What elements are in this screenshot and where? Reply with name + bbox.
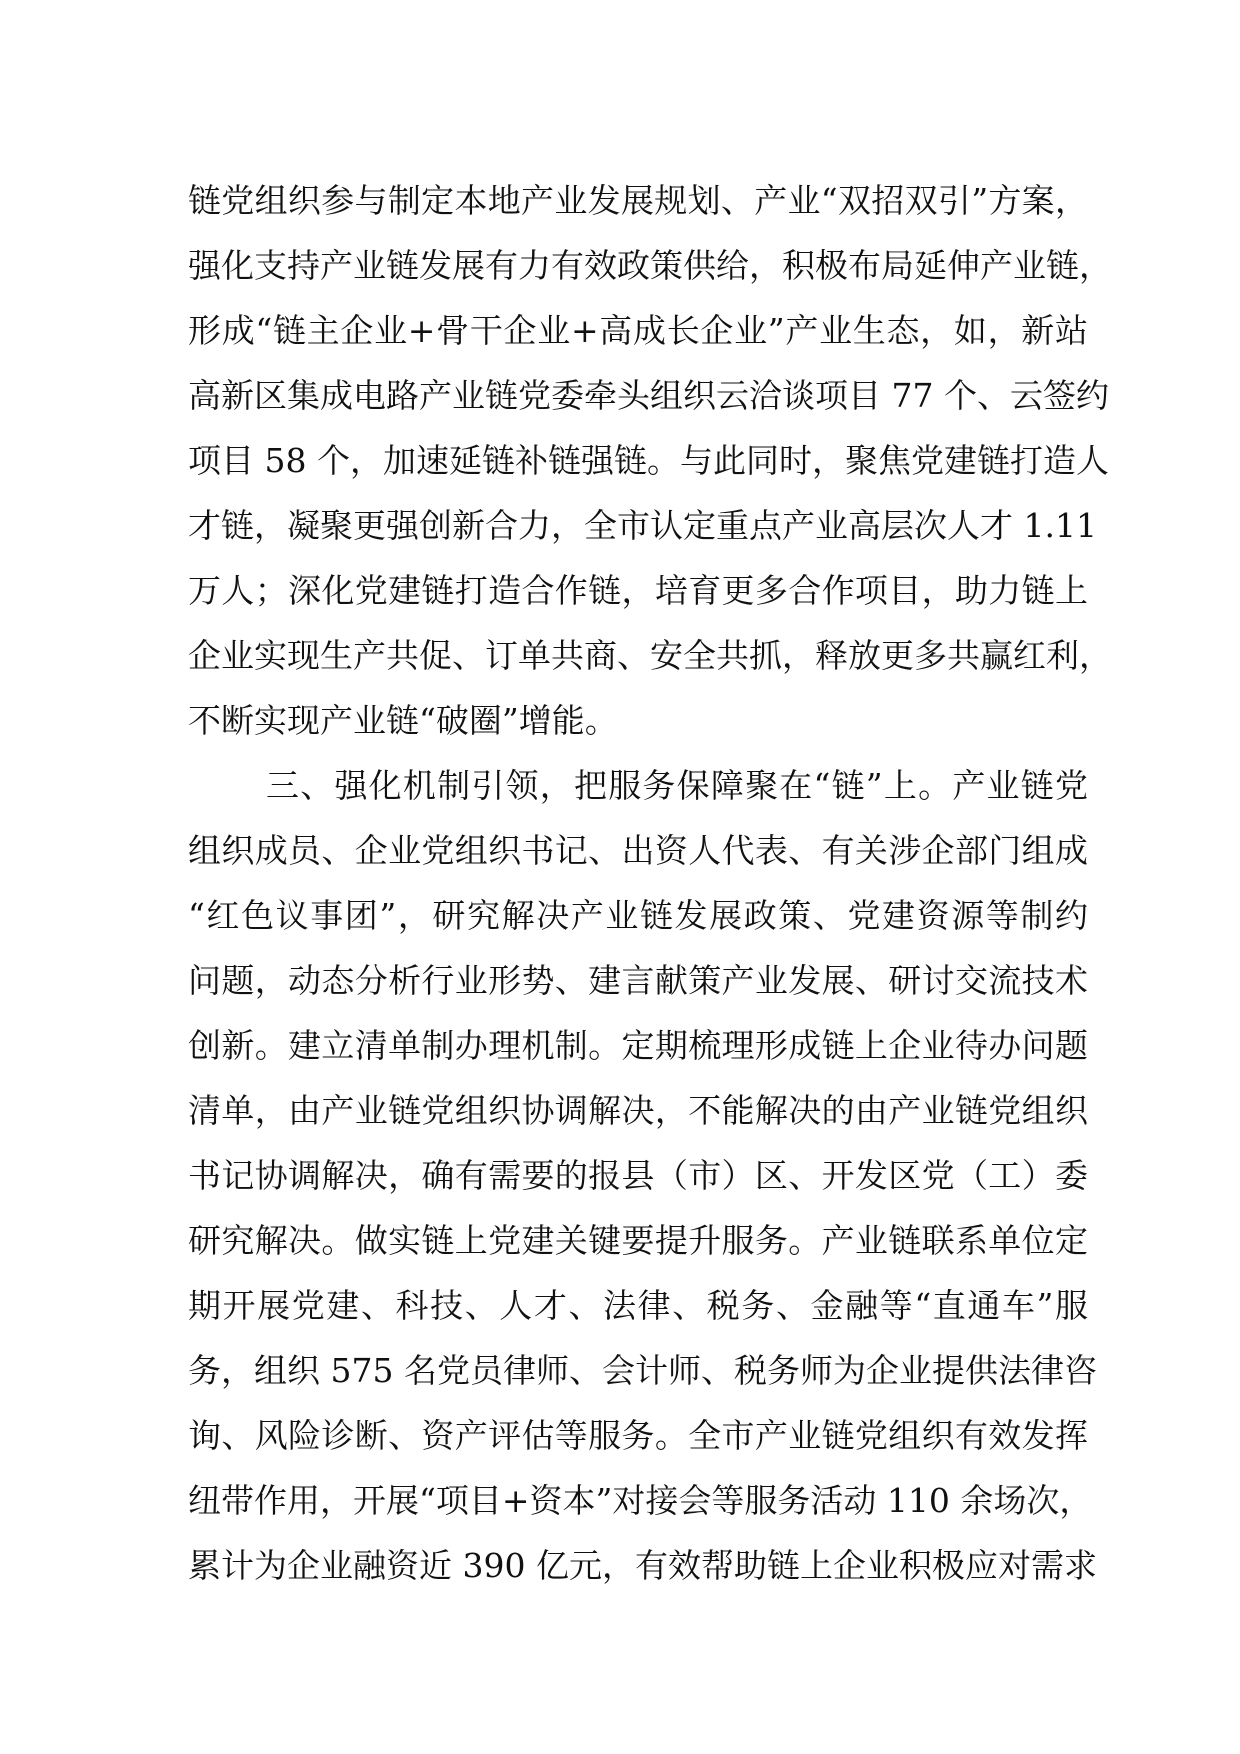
document-body <box>188 168 1112 1598</box>
text-line: 才链，凝聚更强创新合力，全市认定重点产业高层次人才 1.11 <box>188 506 1097 545</box>
paragraph-2 <box>188 753 1097 1598</box>
text-line: 链党组织参与制定本地产业发展规划、产业“双招双引”方案， <box>188 181 1088 220</box>
text-line: 期开展党建、科技、人才、法律、税务、金融等“直通车”服 <box>188 1286 1088 1325</box>
text-line: 高新区集成电路产业链党委牵头组织云洽谈项目 77 个、云签约 <box>188 376 1109 415</box>
text-line: 书记协调解决，确有需要的报县（市）区、开发区党（工）委 <box>188 1156 1088 1195</box>
text-line: 不断实现产业链“破圈”增能。 <box>188 701 618 740</box>
text-line: 研究解决。做实链上党建关键要提升服务。产业链联系单位定 <box>188 1221 1088 1260</box>
text-line: 问题，动态分析行业形势、建言献策产业发展、研讨交流技术 <box>188 961 1088 1000</box>
text-line: 强化支持产业链发展有力有效政策供给，积极布局延伸产业链， <box>188 246 1112 285</box>
text-line: 询、风险诊断、资产评估等服务。全市产业链党组织有效发挥 <box>188 1416 1088 1455</box>
text-line: 创新。建立清单制办理机制。定期梳理形成链上企业待办问题 <box>188 1026 1088 1065</box>
text-line: 形成“链主企业+骨干企业+高成长企业”产业生态，如，新站 <box>188 311 1088 350</box>
text-line: 组织成员、企业党组织书记、出资人代表、有关涉企部门组成 <box>188 831 1088 870</box>
text-line: 清单，由产业链党组织协调解决，不能解决的由产业链党组织 <box>188 1091 1088 1130</box>
text-line: 纽带作用，开展“项目+资本”对接会等服务活动 110 余场次， <box>188 1481 1093 1520</box>
paragraph-1 <box>188 168 1112 753</box>
text-line: 项目 58 个，加速延链补链强链。与此同时，聚焦党建链打造人 <box>188 441 1109 480</box>
text-line: “红色议事团”，研究解决产业链发展政策、党建资源等制约 <box>188 896 1088 935</box>
text-line: 万人；深化党建链打造合作链，培育更多合作项目，助力链上 <box>188 571 1088 610</box>
text-line: 三、强化机制引领，把服务保障聚在“链”上。产业链党 <box>266 766 1088 805</box>
text-line: 务，组织 575 名党员律师、会计师、税务师为企业提供法律咨 <box>188 1351 1097 1390</box>
text-line: 累计为企业融资近 390 亿元，有效帮助链上企业积极应对需求 <box>188 1546 1097 1585</box>
text-line: 企业实现生产共促、订单共商、安全共抓，释放更多共赢红利， <box>188 636 1112 675</box>
